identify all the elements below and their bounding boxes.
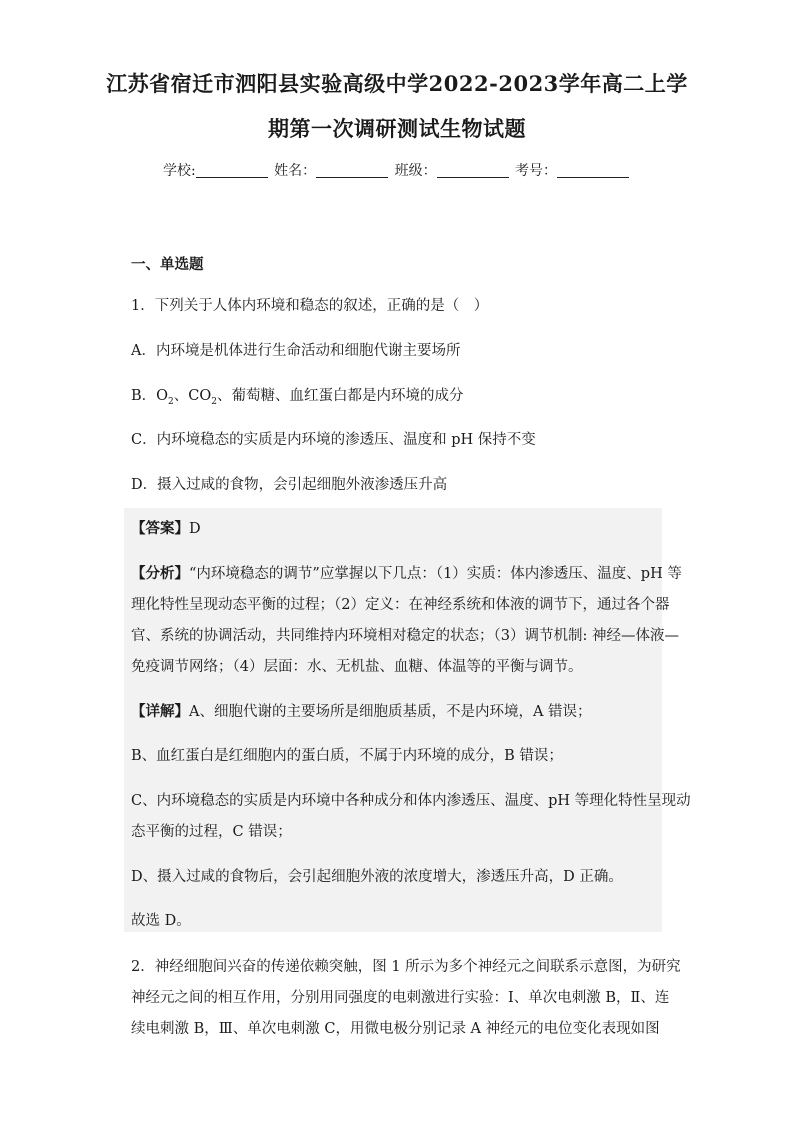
detail-line-a: 【详解】A、细胞代谢的主要场所是细胞质基质，不是内环境，A 错误； bbox=[131, 703, 592, 720]
q2-line-1: 2．神经细胞间兴奋的传递依赖突触，图 1 所示为多个神经元之间联系示意图，为研究 bbox=[131, 959, 681, 975]
answer-line bbox=[131, 517, 201, 538]
q2-line-2: 神经元之间的相互作用，分别用同强度的电刺激进行实验：Ⅰ、单次电刺激 B，Ⅱ、连 bbox=[131, 990, 670, 1006]
analysis-line-2: 理化特性呈现动态平衡的过程；（2）定义：在神经系统和体液的调节下，通过各个器 bbox=[131, 597, 670, 613]
section-title: 一、单选题 bbox=[131, 256, 204, 273]
q1-option-a: A．内环境是机体进行生命活动和细胞代谢主要场所 bbox=[131, 343, 461, 359]
school-label: 学校: bbox=[162, 163, 196, 179]
detail-line-c2: 态平衡的过程，C 错误； bbox=[131, 824, 292, 840]
q1-option-b: B．$O_2$、$CO_2$、葡萄糖、血红蛋白都是内环境的成分 bbox=[131, 388, 464, 407]
q1-stem: 1．下列关于人体内环境和稳态的叙述，正确的是（ ） bbox=[131, 298, 489, 314]
school-blank[interactable] bbox=[196, 163, 268, 178]
answer-label: 【答案】 bbox=[131, 520, 189, 537]
answer-value: D bbox=[189, 521, 201, 537]
exam-no-blank[interactable] bbox=[557, 163, 629, 178]
analysis-label: 【分析】 bbox=[131, 565, 189, 582]
title-line-1: 江苏省宿迁市泗阳县实验高级中学2022-2023学年高二上学 bbox=[106, 71, 688, 96]
name-blank[interactable] bbox=[316, 163, 388, 178]
analysis-line-4: 免疫调节网络；（4）层面：水、无机盐、血糖、体温等的平衡与调节。 bbox=[131, 659, 583, 675]
analysis-line-1: 【分析】“内环境稳态的调节”应掌握以下几点：（1）实质：体内渗透压、温度、pH 等 bbox=[131, 565, 682, 582]
class-label: 班级： bbox=[394, 163, 437, 179]
name-label: 姓名： bbox=[274, 163, 317, 179]
q2-line-3: 续电刺激 B，Ⅲ、单次电刺激 C，用微电极分别记录 A 神经元的电位变化表现如图 bbox=[131, 1021, 660, 1037]
analysis-line-3: 官、系统的协调活动，共同维持内环境相对稳定的状态；（3）调节机制: 神经—体液— bbox=[131, 628, 679, 644]
class-blank[interactable] bbox=[437, 163, 509, 178]
detail-line-b: B、血红蛋白是红细胞内的蛋白质，不属于内环境的成分，B 错误； bbox=[131, 748, 563, 764]
q1-option-d: D．摄入过咸的食物，会引起细胞外液渗透压升高 bbox=[131, 477, 448, 493]
title-line-2: 期第一次调研测试生物试题 bbox=[268, 116, 526, 141]
detail-conclusion: 故选 D。 bbox=[131, 913, 191, 929]
student-info-row bbox=[0, 160, 794, 180]
exam-no-label: 考号： bbox=[515, 163, 558, 179]
detail-line-d: D、摄入过咸的食物后，会引起细胞外液的浓度增大，渗透压升高，D 正确。 bbox=[131, 869, 623, 885]
detail-label: 【详解】 bbox=[131, 703, 189, 720]
detail-line-c1: C、内环境稳态的实质是内环境中各种成分和体内渗透压、温度、pH 等理化特性呈现动 bbox=[131, 793, 691, 809]
q1-option-c: C．内环境稳态的实质是内环境的渗透压、温度和 pH 保持不变 bbox=[131, 432, 536, 448]
